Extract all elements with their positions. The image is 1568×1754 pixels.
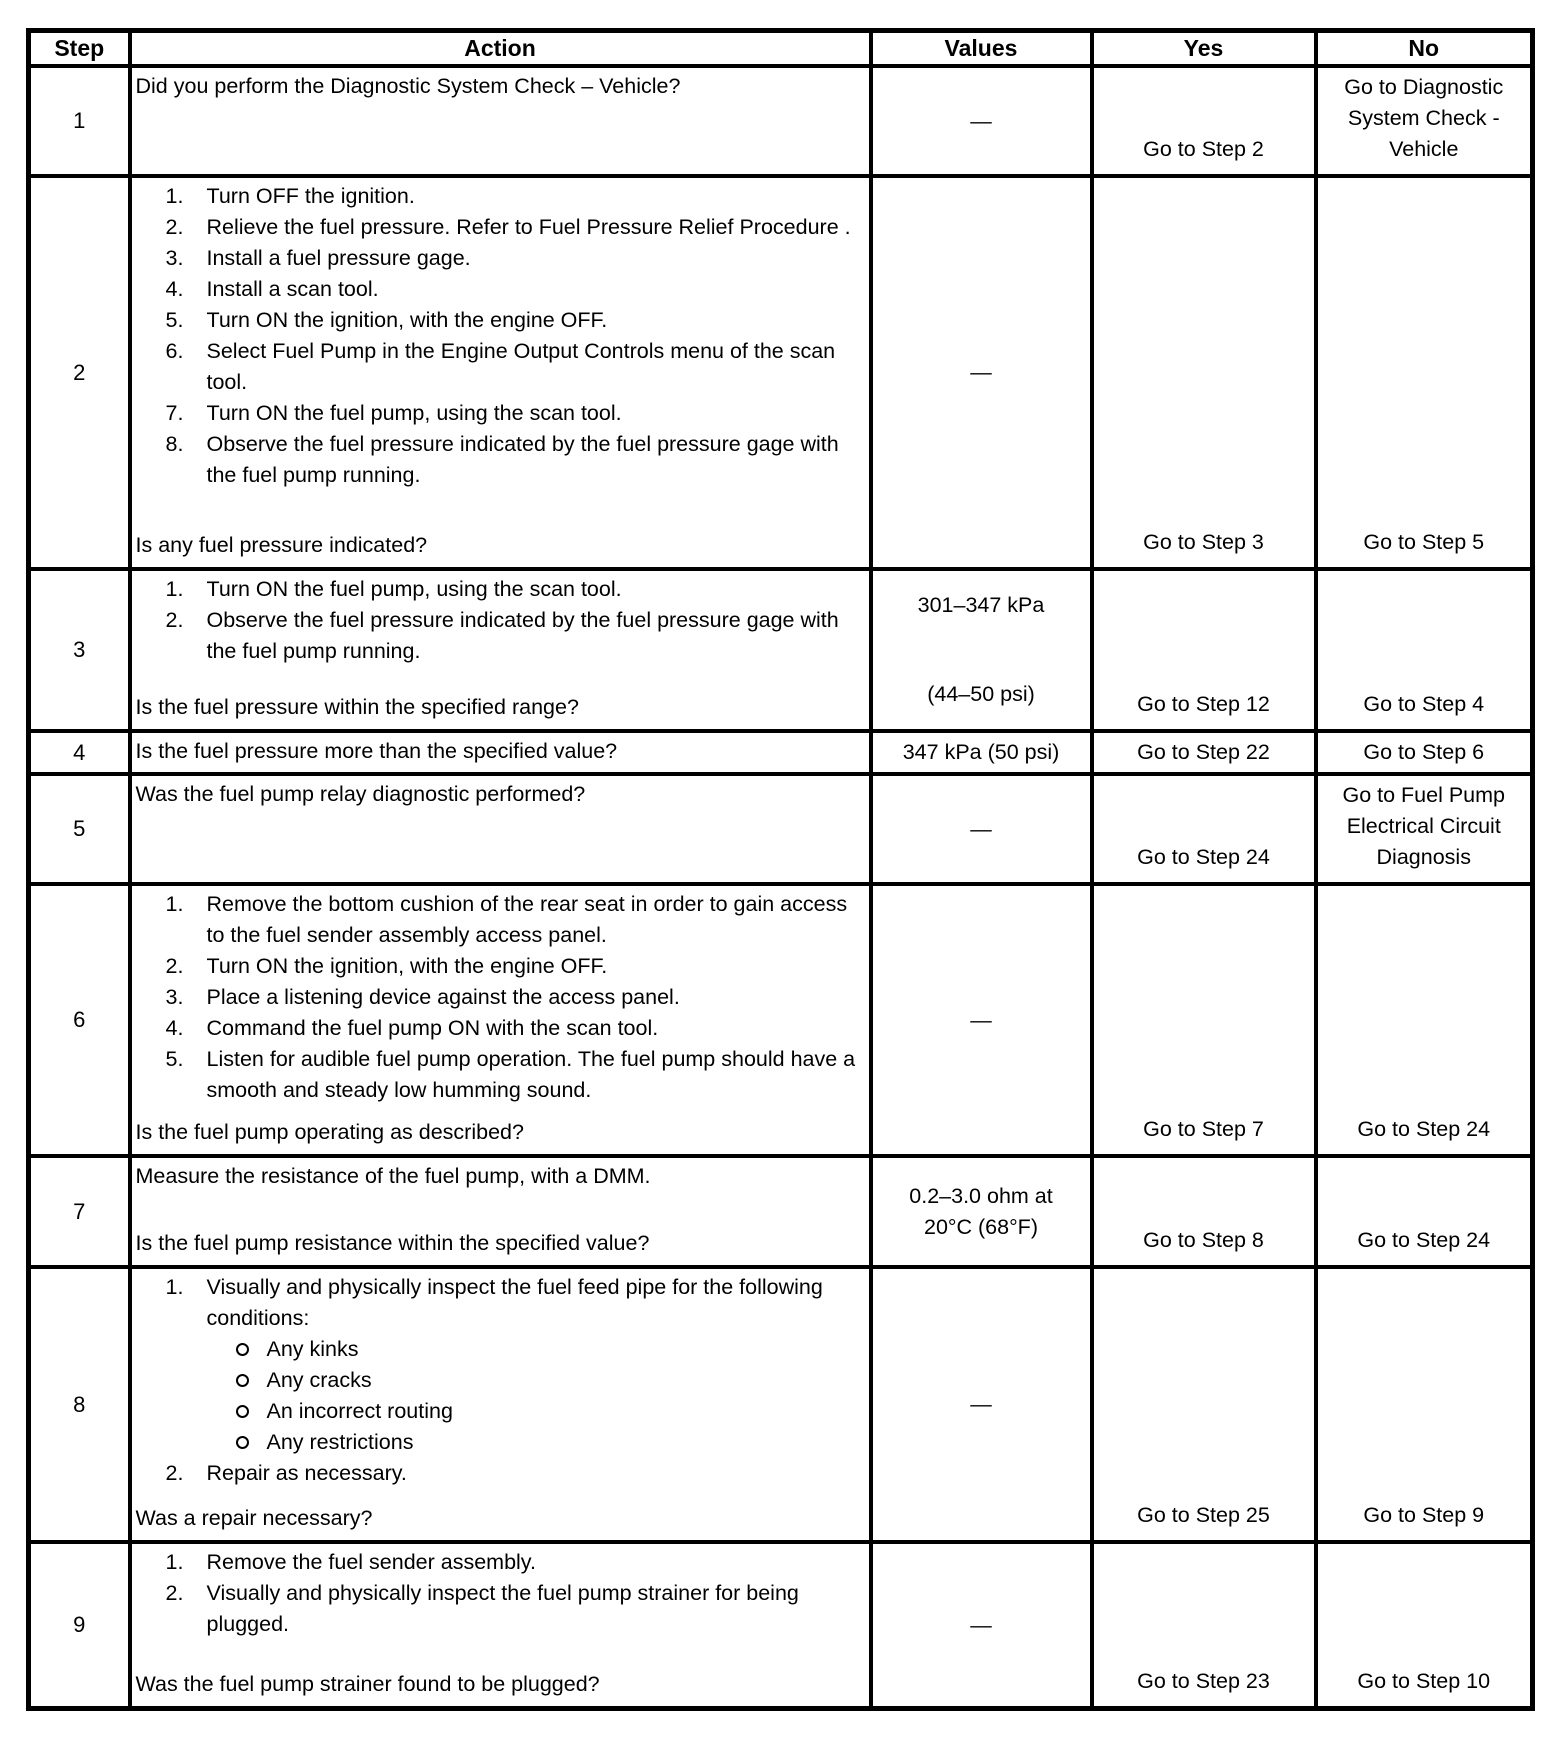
values-text: —: [970, 360, 992, 384]
procedure-block: [136, 1272, 865, 1489]
action-cell: [130, 1542, 871, 1709]
list-item: [136, 398, 865, 429]
step-number: 3: [29, 569, 130, 731]
list-number: 5.: [165, 1047, 184, 1071]
yes-cell: Go to Step 8: [1092, 1156, 1316, 1267]
sub-item-text: An incorrect routing: [266, 1399, 453, 1423]
table-row: [29, 66, 1533, 176]
values-text: —: [970, 108, 992, 133]
list-item-text: Listen for audible fuel pump operation. The fuel pump should have a smooth and steady low humming sound.: [206, 1047, 856, 1102]
list-item: [136, 1272, 865, 1334]
values-cell: [871, 1542, 1092, 1709]
sub-item-text: Any cracks: [266, 1368, 372, 1392]
values-text: 20°C (68°F): [924, 1214, 1038, 1239]
list-item: [136, 243, 865, 274]
no-cell: Go to Step 10: [1316, 1542, 1533, 1709]
procedure-block: [136, 71, 865, 102]
values-text: —: [970, 1007, 992, 1032]
action-cell: [130, 774, 871, 884]
values-cell: [871, 774, 1092, 884]
list-item: [136, 605, 865, 667]
values-text: 0.2–3.0 ohm at: [909, 1183, 1053, 1208]
list-item: [136, 181, 865, 212]
list-item-text: Turn ON the ignition, with the engine OFF.: [206, 954, 608, 978]
question-text: Was the fuel pump strainer found to be plugged?: [135, 1672, 600, 1696]
step-number: 6: [29, 884, 130, 1156]
yes-cell: Go to Step 22: [1092, 731, 1316, 774]
list-item: [136, 274, 865, 305]
list-item: [136, 429, 865, 491]
values-text: (44–50 psi): [927, 682, 1035, 706]
question-text: Was a repair necessary?: [135, 1506, 373, 1530]
no-cell: Go to Step 6: [1316, 731, 1533, 774]
table-row: [29, 731, 1533, 774]
step-number: 8: [29, 1267, 130, 1542]
values-cell: [871, 176, 1092, 569]
list-item: [136, 1547, 865, 1578]
list-item-text: Remove the bottom cushion of the rear seat in order to gain access to the fuel sender assembly access panel.: [206, 892, 848, 947]
list-number: 5.: [165, 308, 184, 332]
table-row: [29, 884, 1533, 1156]
yes-cell: Go to Step 24: [1092, 774, 1316, 884]
question-text: [136, 151, 865, 153]
list-item-text: Relieve the fuel pressure. Refer to Fuel Pressure Relief Procedure .: [206, 215, 851, 239]
procedure-block: [136, 574, 865, 667]
procedure-block: [136, 1547, 865, 1640]
action-statement: Is the fuel pressure more than the specified value?: [135, 738, 618, 763]
no-cell: Go to Fuel Pump Electrical Circuit Diagnosis: [1316, 774, 1533, 884]
table-row: [29, 1267, 1533, 1542]
sub-list-item: [136, 1365, 865, 1396]
action-cell: [130, 884, 871, 1156]
list-number: 4.: [165, 277, 184, 301]
action-cell: [130, 176, 871, 569]
question-text: Is the fuel pressure within the specified range?: [135, 695, 579, 719]
step-number: 7: [29, 1156, 130, 1267]
action-statement: Measure the resistance of the fuel pump, with a DMM.: [135, 1164, 651, 1188]
action-cell: [130, 1267, 871, 1542]
list-number: 3.: [165, 246, 184, 270]
values-cell: [871, 884, 1092, 1156]
list-item-text: Command the fuel pump ON with the scan tool.: [206, 1016, 659, 1040]
list-item: [136, 1044, 865, 1106]
yes-cell: Go to Step 23: [1092, 1542, 1316, 1709]
column-header-action: Action: [130, 31, 871, 67]
action-cell: [130, 66, 871, 176]
list-item-text: Turn ON the ignition, with the engine OFF.: [206, 308, 608, 332]
procedure-block: [136, 889, 865, 1106]
step-number: 9: [29, 1542, 130, 1709]
action-cell: [130, 569, 871, 731]
list-number: 7.: [165, 401, 184, 425]
list-item: [136, 1013, 865, 1044]
step-number: 5: [29, 774, 130, 884]
table-header-row: [29, 31, 1533, 67]
values-cell: [871, 731, 1092, 774]
table-row: [29, 176, 1533, 569]
table-row: [29, 1542, 1533, 1709]
values-text: —: [970, 1612, 992, 1637]
sub-list-item: [136, 1427, 865, 1458]
table-row: [29, 1156, 1533, 1267]
sub-item-text: Any kinks: [266, 1337, 359, 1361]
list-number: 8.: [165, 432, 184, 456]
yes-cell: Go to Step 25: [1092, 1267, 1316, 1542]
column-header-no: No: [1316, 31, 1533, 67]
procedure-block: [136, 1161, 865, 1192]
list-item-text: Install a fuel pressure gage.: [206, 246, 471, 270]
table-row: [29, 569, 1533, 731]
list-number: 4.: [165, 1016, 184, 1040]
list-number: 1.: [165, 184, 184, 208]
list-item: [136, 951, 865, 982]
list-number: 6.: [165, 339, 184, 363]
circle-bullet-icon: [236, 1427, 267, 1458]
values-text: —: [970, 1392, 992, 1416]
no-cell: Go to Step 5: [1316, 176, 1533, 569]
procedure-block: [136, 779, 865, 810]
yes-cell: Go to Step 7: [1092, 884, 1316, 1156]
values-text: 301–347 kPa: [917, 593, 1045, 617]
no-cell: Go to Step 9: [1316, 1267, 1533, 1542]
column-header-step: Step: [29, 31, 130, 67]
no-cell: Go to Diagnostic System Check - Vehicle: [1316, 66, 1533, 176]
list-item-text: Place a listening device against the access panel.: [206, 985, 680, 1009]
values-text: —: [970, 816, 992, 841]
list-number: 2.: [165, 1581, 184, 1605]
table-row: [29, 774, 1533, 884]
step-number: 2: [29, 176, 130, 569]
values-cell: [871, 1267, 1092, 1542]
yes-cell: Go to Step 12: [1092, 569, 1316, 731]
values-text: 347 kPa (50 psi): [902, 740, 1060, 764]
procedure-block: [136, 181, 865, 491]
question-text: [136, 859, 865, 861]
list-item: [136, 1578, 865, 1640]
list-number: 2.: [165, 608, 184, 632]
list-item-text: Visually and physically inspect the fuel feed pipe for the following conditions:: [206, 1275, 823, 1330]
list-item: [136, 212, 865, 243]
step-number: 4: [29, 731, 130, 774]
list-item-text: Visually and physically inspect the fuel pump strainer for being plugged.: [206, 1581, 799, 1636]
sub-list-item: [136, 1396, 865, 1427]
action-cell: [130, 1156, 871, 1267]
question-text: Is the fuel pump operating as described?: [135, 1120, 524, 1144]
column-header-values: Values: [871, 31, 1092, 67]
yes-cell: Go to Step 3: [1092, 176, 1316, 569]
values-cell: [871, 1156, 1092, 1267]
list-item: [136, 305, 865, 336]
list-item: [136, 336, 865, 398]
list-number: 2.: [165, 954, 184, 978]
sub-list-item: [136, 1334, 865, 1365]
step-number: 1: [29, 66, 130, 176]
list-number: 2.: [165, 1461, 184, 1485]
list-item-text: Turn OFF the ignition.: [206, 184, 415, 208]
no-cell: Go to Step 4: [1316, 569, 1533, 731]
procedure-block: [136, 736, 865, 767]
list-item-text: Turn ON the fuel pump, using the scan tool.: [206, 401, 622, 425]
list-item-text: Remove the fuel sender assembly.: [206, 1550, 536, 1574]
list-item: [136, 889, 865, 951]
list-item: [136, 1458, 865, 1489]
list-number: 1.: [165, 577, 184, 601]
list-item-text: Observe the fuel pressure indicated by the fuel pressure gage with the fuel pump running.: [206, 608, 839, 663]
list-item-text: Observe the fuel pressure indicated by the fuel pressure gage with the fuel pump running.: [206, 432, 839, 487]
circle-bullet-icon: [236, 1396, 267, 1427]
list-item: [136, 982, 865, 1013]
question-text: Is any fuel pressure indicated?: [135, 533, 428, 557]
list-number: 2.: [165, 215, 184, 239]
no-cell: Go to Step 24: [1316, 884, 1533, 1156]
sub-item-text: Any restrictions: [266, 1430, 414, 1454]
list-item-text: Install a scan tool.: [206, 277, 379, 301]
list-number: 1.: [165, 892, 184, 916]
list-number: 3.: [165, 985, 184, 1009]
list-number: 1.: [165, 1550, 184, 1574]
list-item-text: Turn ON the fuel pump, using the scan tool.: [206, 577, 622, 601]
column-header-yes: Yes: [1092, 31, 1316, 67]
circle-bullet-icon: [236, 1334, 267, 1365]
diagnostic-table: [26, 28, 1535, 1711]
action-cell: [130, 731, 871, 774]
list-item-text: Repair as necessary.: [206, 1461, 407, 1485]
values-cell: [871, 66, 1092, 176]
question-text: Is the fuel pump resistance within the specified value?: [135, 1231, 650, 1255]
action-statement: Was the fuel pump relay diagnostic performed?: [135, 782, 586, 806]
action-statement: Did you perform the Diagnostic System Check – Vehicle?: [135, 74, 681, 98]
no-cell: Go to Step 24: [1316, 1156, 1533, 1267]
list-item-text: Select Fuel Pump in the Engine Output Controls menu of the scan tool.: [206, 339, 836, 394]
values-cell: [871, 569, 1092, 731]
list-number: 1.: [165, 1275, 184, 1299]
list-item: [136, 574, 865, 605]
question-text: [136, 767, 865, 769]
circle-bullet-icon: [236, 1365, 267, 1396]
yes-cell: Go to Step 2: [1092, 66, 1316, 176]
